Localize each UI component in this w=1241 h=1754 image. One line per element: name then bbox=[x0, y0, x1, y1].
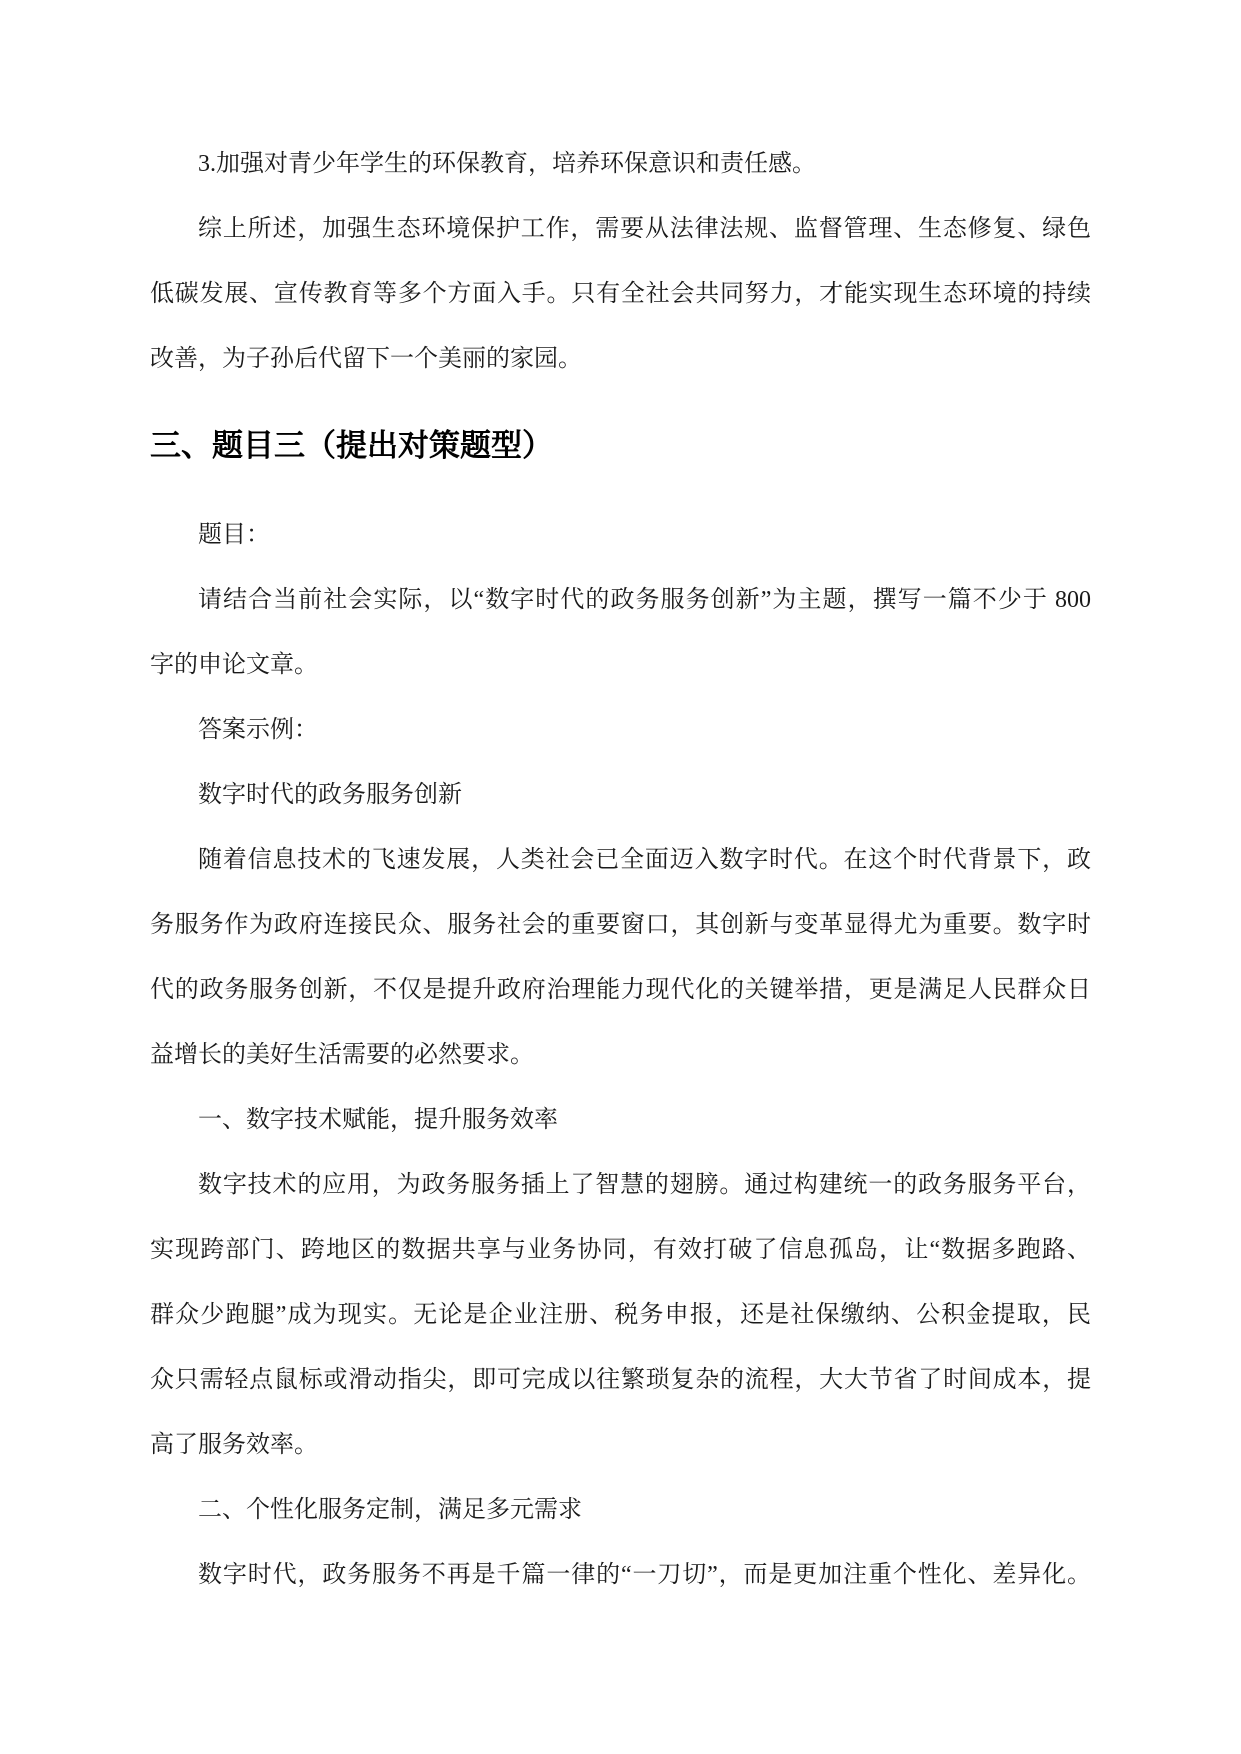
text-line: 综上所述，加强生态环境保护工作，需要从法律法规、监督管理、生态修复、绿色 bbox=[198, 216, 1091, 242]
text-line: 数字技术的应用，为政务服务插上了智慧的翅膀。通过构建统一的政务服务平台， bbox=[198, 1172, 1091, 1198]
text-line: 3.加强对青少年学生的环保教育，培养环保意识和责任感。 bbox=[198, 151, 816, 177]
text-line: 实现跨部门、跨地区的数据共享与业务协同，有效打破了信息孤岛，让“数据多跑路、 bbox=[150, 1237, 1091, 1263]
subsection-heading: 二、个性化服务定制，满足多元需求 bbox=[198, 1497, 582, 1523]
text-line: 代的政务服务创新，不仅是提升政府治理能力现代化的关键举措，更是满足人民群众日 bbox=[150, 977, 1091, 1003]
text-line: 群众少跑腿”成为现实。无论是企业注册、税务申报，还是社保缴纳、公积金提取，民 bbox=[150, 1302, 1091, 1328]
text-line: 务服务作为政府连接民众、服务社会的重要窗口，其创新与变革显得尤为重要。数字时 bbox=[150, 912, 1091, 938]
document-content bbox=[150, 132, 1091, 1608]
text-line: 众只需轻点鼠标或滑动指尖，即可完成以往繁琐复杂的流程，大大节省了时间成本，提 bbox=[150, 1367, 1091, 1393]
text-line: 答案示例： bbox=[198, 717, 318, 743]
text-line: 随着信息技术的飞速发展，人类社会已全面迈入数字时代。在这个时代背景下，政 bbox=[198, 847, 1091, 873]
subsection-heading: 一、数字技术赋能，提升服务效率 bbox=[198, 1107, 558, 1133]
text-line: 高了服务效率。 bbox=[150, 1432, 318, 1458]
text-line: 数字时代的政务服务创新 bbox=[198, 782, 462, 808]
text-line: 数字时代，政务服务不再是千篇一律的“一刀切”，而是更加注重个性化、差异化。 bbox=[198, 1562, 1091, 1588]
text-line: 请结合当前社会实际，以“数字时代的政务服务创新”为主题，撰写一篇不少于 800 bbox=[198, 587, 1091, 613]
text-line: 益增长的美好生活需要的必然要求。 bbox=[150, 1042, 534, 1068]
text-line: 改善，为子孙后代留下一个美丽的家园。 bbox=[150, 346, 582, 372]
text-line: 低碳发展、宣传教育等多个方面入手。只有全社会共同努力，才能实现生态环境的持续 bbox=[150, 281, 1091, 307]
text-line: 题目： bbox=[198, 522, 270, 548]
section-heading: 三、题目三（提出对策题型） bbox=[150, 428, 553, 463]
text-line: 字的申论文章。 bbox=[150, 652, 318, 678]
